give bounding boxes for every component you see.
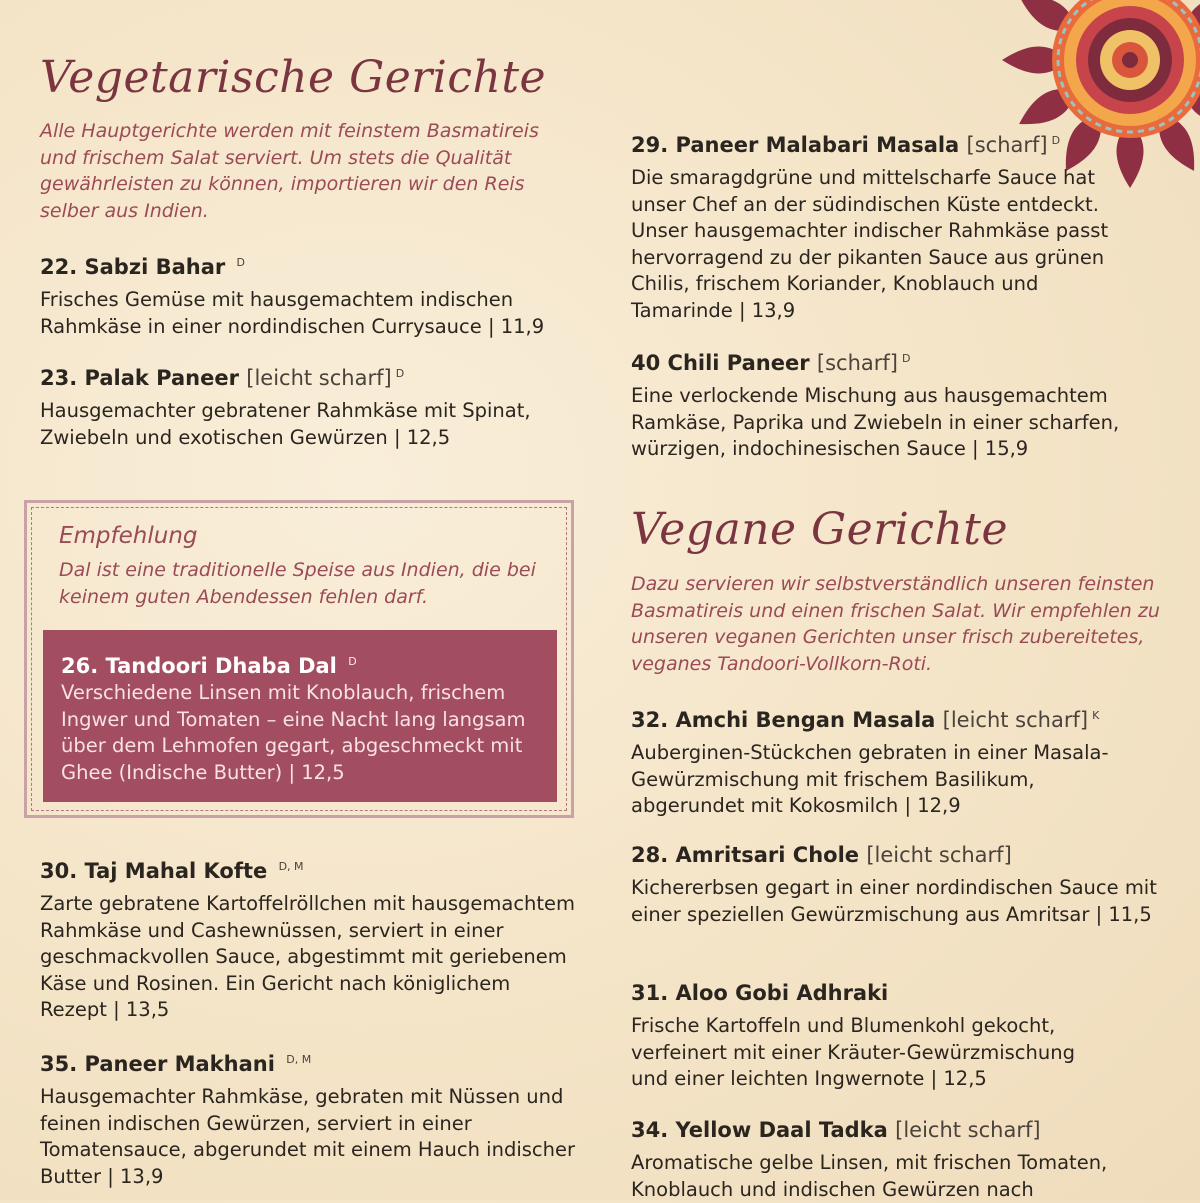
allergen-code: D xyxy=(348,655,357,668)
spice-level: [scharf] xyxy=(816,351,898,375)
menu-item xyxy=(40,360,580,451)
allergen-code: D xyxy=(236,256,246,269)
allergen-code: D xyxy=(395,367,405,380)
dish-name: 29. Paneer Malabari Masala [scharf] $^D$ xyxy=(631,133,1061,157)
spice-level: [scharf] xyxy=(966,133,1048,157)
menu-item xyxy=(40,1046,580,1190)
allergen-code: D xyxy=(1051,134,1061,147)
dish-name: 34. Yellow Daal Tadka [leicht scharf] xyxy=(631,1118,1041,1142)
allergen-code: D xyxy=(901,352,911,365)
dish-name: 28. Amritsari Chole [leicht scharf] xyxy=(631,843,1012,867)
menu-item xyxy=(631,1116,1171,1203)
dish-name: 31. Aloo Gobi Adhraki xyxy=(631,981,889,1005)
dish-name: 22. Sabzi Bahar $^D$ xyxy=(40,255,246,279)
dish-description: Auberginen-Stückchen gebraten in einer Masala-Gewürzmischung mit frischem Basilikum, abgerundet mit Kokosmilch | 12,9 xyxy=(631,741,1109,817)
spice-level: [leicht scharf] xyxy=(942,708,1089,732)
dish-name: 32. Amchi Bengan Masala [leicht scharf] $^K$ xyxy=(631,708,1100,732)
recommendation-title: Empfehlung xyxy=(59,523,198,549)
dish-name: 30. Taj Mahal Kofte $^{D, M}$ xyxy=(40,859,304,883)
dish-description: Zarte gebratene Kartoffelröllchen mit hausgemachtem Rahmkäse und Cashewnüssen, serviert in einer geschmackvollen Sauce, abgestimmt mit geriebenem Käse und Rosinen. Ein Gericht nach königlichem Rezept | 13,5 xyxy=(40,892,576,1021)
featured-dish-card xyxy=(43,630,557,802)
dish-description: Aromatische gelbe Linsen, mit frischen Tomaten, Knoblauch und indischen Gewürzen nach xyxy=(631,1151,1108,1201)
menu-item xyxy=(40,249,580,340)
dish-name: 35. Paneer Makhani $^{D, M}$ xyxy=(40,1052,312,1076)
section-title-vegan: Vegane Gerichte xyxy=(631,504,1009,555)
spice-level: [leicht scharf] xyxy=(866,843,1012,867)
dish-description: Die smaragdgrüne und mittelscharfe Sauce hat unser Chef an der südindischen Küste entdeckt. Unser hausgemachter indischer Rahmkäse passt hervorragend zu der pikanten Sauce aus grünen Chilis, frischem Koriander, Knoblauch und Tamarinde | 13,9 xyxy=(631,166,1109,322)
allergen-code: K xyxy=(1092,709,1100,722)
recommendation-box xyxy=(24,500,574,818)
menu-item xyxy=(631,702,1171,820)
menu-item xyxy=(631,979,1171,1093)
dish-description: Hausgemachter Rahmkäse, gebraten mit Nüssen und feinen indischen Gewürzen, serviert in einer Tomatensauce, abgerundet mit einem Hauch indischer Butter | 13,9 xyxy=(40,1085,576,1188)
dish-description: Eine verlockende Mischung aus hausgemachtem Ramkäse, Paprika und Zwiebeln in einer scharfen, würzigen, indochinesischen Sauce | 15,9 xyxy=(631,384,1120,460)
section-title-vegetarian: Vegetarische Gerichte xyxy=(40,52,547,103)
dish-name: 23. Palak Paneer [leicht scharf] $^D$ xyxy=(40,366,405,390)
dish-description: Frisches Gemüse mit hausgemachtem indischen Rahmkäse in einer nordindischen Currysauce | 11,9 xyxy=(40,288,545,338)
recommendation-text: Dal ist eine traditionelle Speise aus Indien, die bei keinem guten Abendessen fehlen darf. xyxy=(59,559,536,608)
dish-description: Kichererbsen gegart in einer nordindischen Sauce mit einer speziellen Gewürzmischung aus Amritsar | 11,5 xyxy=(631,876,1157,926)
menu-item xyxy=(631,345,1171,463)
dish-description: Hausgemachter gebratener Rahmkäse mit Spinat, Zwiebeln und exotischen Gewürzen | 12,5 xyxy=(40,399,531,449)
dish-description: Frische Kartoffeln und Blumenkohl gekocht, verfeinert mit einer Kräuter-Gewürzmischung und einer leichten Ingwernote | 12,5 xyxy=(631,1014,1075,1090)
dish-description: Verschiedene Linsen mit Knoblauch, frischem Ingwer und Tomaten – eine Nacht lang langsam über dem Lehmofen gegart, abgeschmeckt mit Ghee (Indische Butter) | 12,5 xyxy=(61,681,526,784)
spice-level: [leicht scharf] xyxy=(895,1118,1041,1142)
allergen-code: D, M xyxy=(278,860,304,873)
section-intro-vegan: Dazu servieren wir selbstverständlich unseren feinsten Basmatireis und einen frischen Salat. Wir empfehlen zu unseren veganen Gerichten unser frisch zubereitetes, veganes Tandoori-Vollkorn-Roti. xyxy=(631,573,1160,675)
allergen-code: D, M xyxy=(286,1053,312,1066)
menu-item xyxy=(40,853,580,1024)
dish-name: 26. Tandoori Dhaba Dal $^D$ xyxy=(61,654,357,678)
spice-level: [leicht scharf] xyxy=(246,366,392,390)
dish-name: 40 Chili Paneer [scharf] $^D$ xyxy=(631,351,911,375)
menu-item xyxy=(631,841,1171,928)
menu-item xyxy=(631,127,1171,324)
section-intro-vegetarian: Alle Hauptgerichte werden mit feinstem Basmatireis und frischem Salat serviert. Um stets die Qualität gewährleisten zu können, importieren wir den Reis selber aus Indien. xyxy=(40,120,539,222)
